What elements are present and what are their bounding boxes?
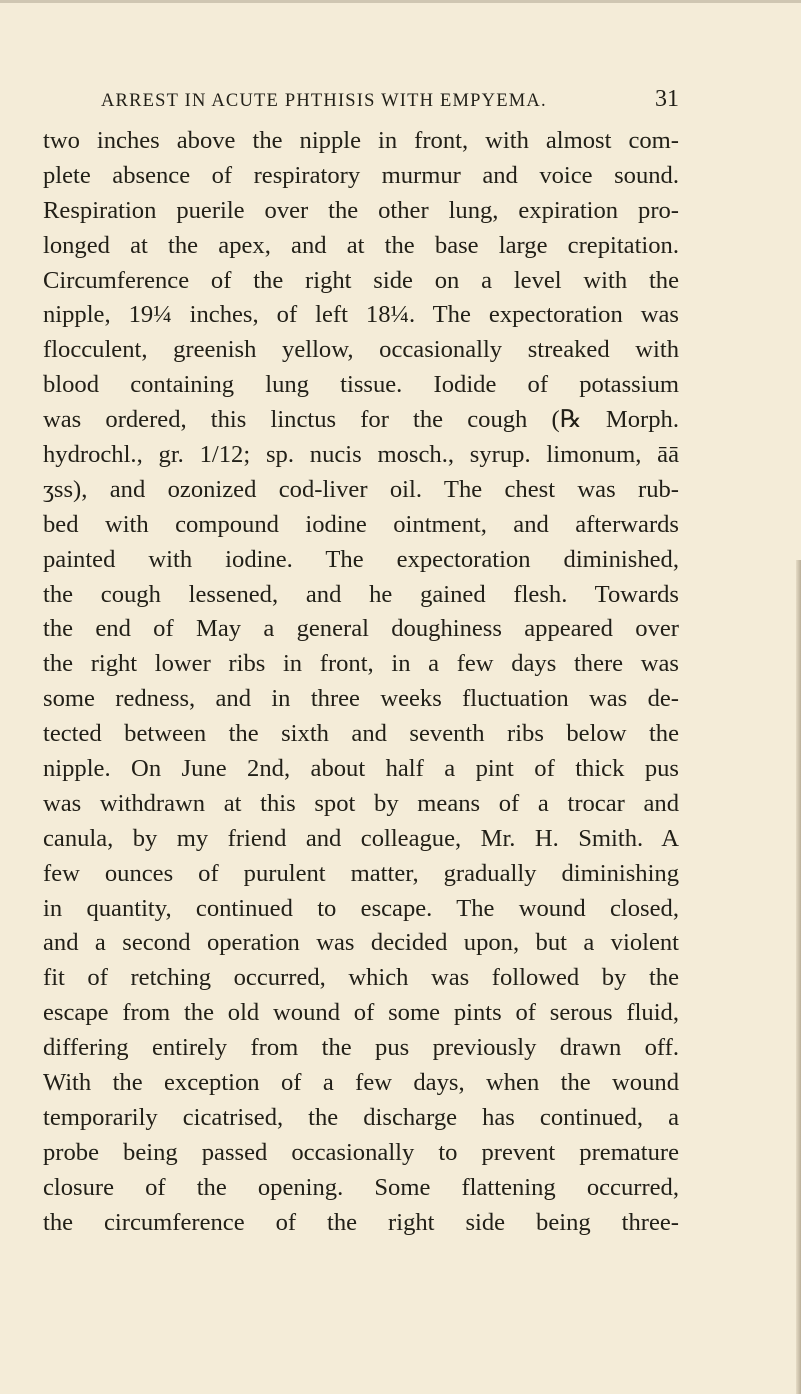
text-line: closure of the opening. Some flattening occurred, [43, 1173, 679, 1201]
text-line: was ordered, this linctus for the cough (℞ Morph. [43, 406, 679, 434]
text-line: and a second operation was decided upon, but a violent [43, 929, 679, 957]
text-line: Respiration puerile over the other lung, expiration pro- [43, 196, 679, 224]
text-line: some redness, and in three weeks fluctuation was de- [43, 685, 679, 713]
text-line: Circumference of the right side on a level with the [43, 266, 679, 294]
text-line: fit of retching occurred, which was followed by the [43, 964, 679, 992]
body-text [43, 124, 679, 1241]
text-line: escape from the old wound of some pints of serous fluid, [43, 999, 679, 1027]
text-line: the cough lessened, and he gained flesh. Towards [43, 580, 679, 608]
text-line: painted with iodine. The expectoration diminished, [43, 545, 679, 573]
text-line: tected between the sixth and seventh ribs below the [43, 720, 679, 748]
text-line: flocculent, greenish yellow, occasionally streaked with [43, 336, 679, 364]
running-header-title: ARREST IN ACUTE PHTHISIS WITH EMPYEMA. [101, 91, 547, 111]
running-header [101, 86, 679, 114]
page-number: 31 [655, 86, 679, 112]
text-line: two inches above the nipple in front, with almost com- [43, 127, 679, 154]
text-line: the circumference of the right side being three- [43, 1208, 679, 1236]
text-line: in quantity, continued to escape. The wound closed, [43, 894, 679, 922]
text-line: bed with compound iodine ointment, and afterwards [43, 510, 679, 538]
page-top-edge [0, 0, 801, 3]
text-line: longed at the apex, and at the base large crepitation. [43, 231, 679, 259]
text-line: the right lower ribs in front, in a few days there was [43, 650, 679, 678]
text-line: hydrochl., gr. 1/12; sp. nucis mosch., syrup. limonum, āā [43, 441, 679, 469]
text-line: few ounces of purulent matter, gradually diminishing [43, 859, 679, 887]
text-line: nipple, 19¼ inches, of left 18¼. The expectoration was [43, 301, 679, 329]
text-line: the end of May a general doughiness appeared over [43, 615, 679, 643]
text-line: probe being passed occasionally to prevent premature [43, 1138, 679, 1166]
text-line: temporarily cicatrised, the discharge has continued, a [43, 1103, 679, 1131]
text-line: was withdrawn at this spot by means of a trocar and [43, 789, 679, 817]
text-line: plete absence of respiratory murmur and voice sound. [43, 161, 679, 189]
text-line: nipple. On June 2nd, about half a pint of thick pus [43, 755, 679, 783]
text-line: canula, by my friend and colleague, Mr. H. Smith. A [43, 824, 679, 852]
text-line: With the exception of a few days, when the wound [43, 1069, 679, 1097]
text-line: differing entirely from the pus previously drawn off. [43, 1034, 679, 1062]
text-line: blood containing lung tissue. Iodide of potassium [43, 371, 679, 399]
page-right-edge-shadow [796, 560, 801, 1394]
text-line: ʒss), and ozonized cod-liver oil. The chest was rub- [43, 475, 679, 503]
